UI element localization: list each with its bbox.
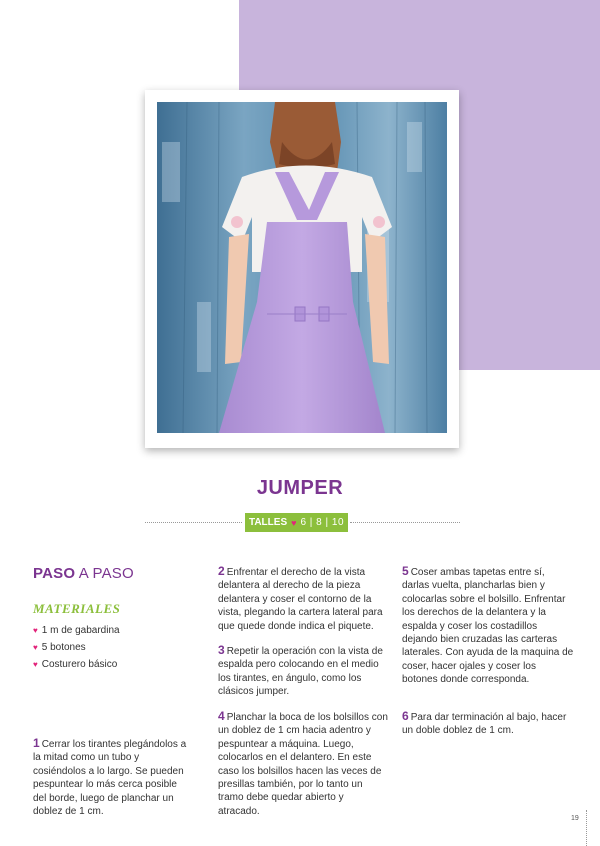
step-number: 5	[402, 564, 409, 578]
sizes-badge	[245, 513, 348, 532]
step-6	[402, 710, 574, 738]
step-number: 2	[218, 564, 225, 578]
step-1	[33, 737, 193, 818]
page-number: 19	[571, 815, 579, 822]
page-title: JUMPER	[256, 477, 344, 499]
list-item: ♥ Costurero básico	[33, 659, 118, 670]
materials-list	[33, 622, 120, 673]
jumper-back-photo	[157, 102, 447, 433]
step-text: Planchar la boca de los bolsillos con un doblez de 1 cm hacia adentro y pespuntear a máquina. Luego, colocarlos en el delantero. En este caso los bolsillos hacen las veces de presillas también, por lo tanto un tramo debe quedar abierto y atracado.	[218, 712, 388, 817]
step-text: Cerrar los tirantes plegándolos a la mitad como un tubo y cosiéndolos a lo largo. Se pueden pespuntear lo más cerca posible del borde, luego de planchar un doblez de 1 cm.	[33, 739, 187, 818]
list-item: ♥ 5 botones	[33, 642, 86, 653]
step-text: Para dar terminación al bajo, hacer un doble doblez de 1 cm.	[402, 712, 567, 737]
heart-icon: ♥	[33, 660, 38, 669]
step-2	[218, 565, 388, 633]
heart-icon: ♥	[291, 517, 297, 528]
step-number: 6	[402, 709, 409, 723]
step-text: Enfrentar el derecho de la vista delantera al derecho de la pieza delantera y coser el contorno de la vista, plegando la cartera lateral para que quede donde indica el piquete.	[218, 567, 383, 632]
step-5	[402, 565, 574, 687]
step-text: Coser ambas tapetas entre sí, darlas vuelta, plancharlas bien y colocarlas sobre el bolsillo. Enfrentar los derechos de la delantera y la espalda y coser los costadillos dejando bien cruzadas las carteras laterales. Con ayuda de la maquina de coser, hacer ojales y coser los botones donde corresponda.	[402, 567, 574, 686]
heart-icon: ♥	[33, 626, 38, 635]
step-4	[218, 710, 388, 818]
section-heading	[33, 565, 134, 582]
photo-frame	[145, 90, 459, 448]
list-item: ♥ 1 m de gabardina	[33, 625, 120, 636]
dotted-divider-left	[145, 522, 242, 523]
step-number: 3	[218, 643, 225, 657]
heart-icon: ♥	[33, 643, 38, 652]
step-number: 1	[33, 736, 40, 750]
section-heading-bold: PASO	[33, 565, 76, 582]
page-number-divider	[586, 810, 587, 846]
sizes-label: TALLES	[248, 517, 288, 528]
materials-title: MATERIALES	[33, 601, 121, 616]
section-heading-rest: A PASO	[75, 565, 134, 582]
dotted-divider-right	[350, 522, 460, 523]
step-3	[218, 644, 388, 699]
step-text: Repetir la operación con la vista de espalda pero colocando en el medio los tirantes, en ángulo, como los clásicos jumper.	[218, 646, 383, 698]
step-number: 4	[218, 709, 225, 723]
sizes-values: 6 | 8 | 10	[300, 517, 345, 528]
